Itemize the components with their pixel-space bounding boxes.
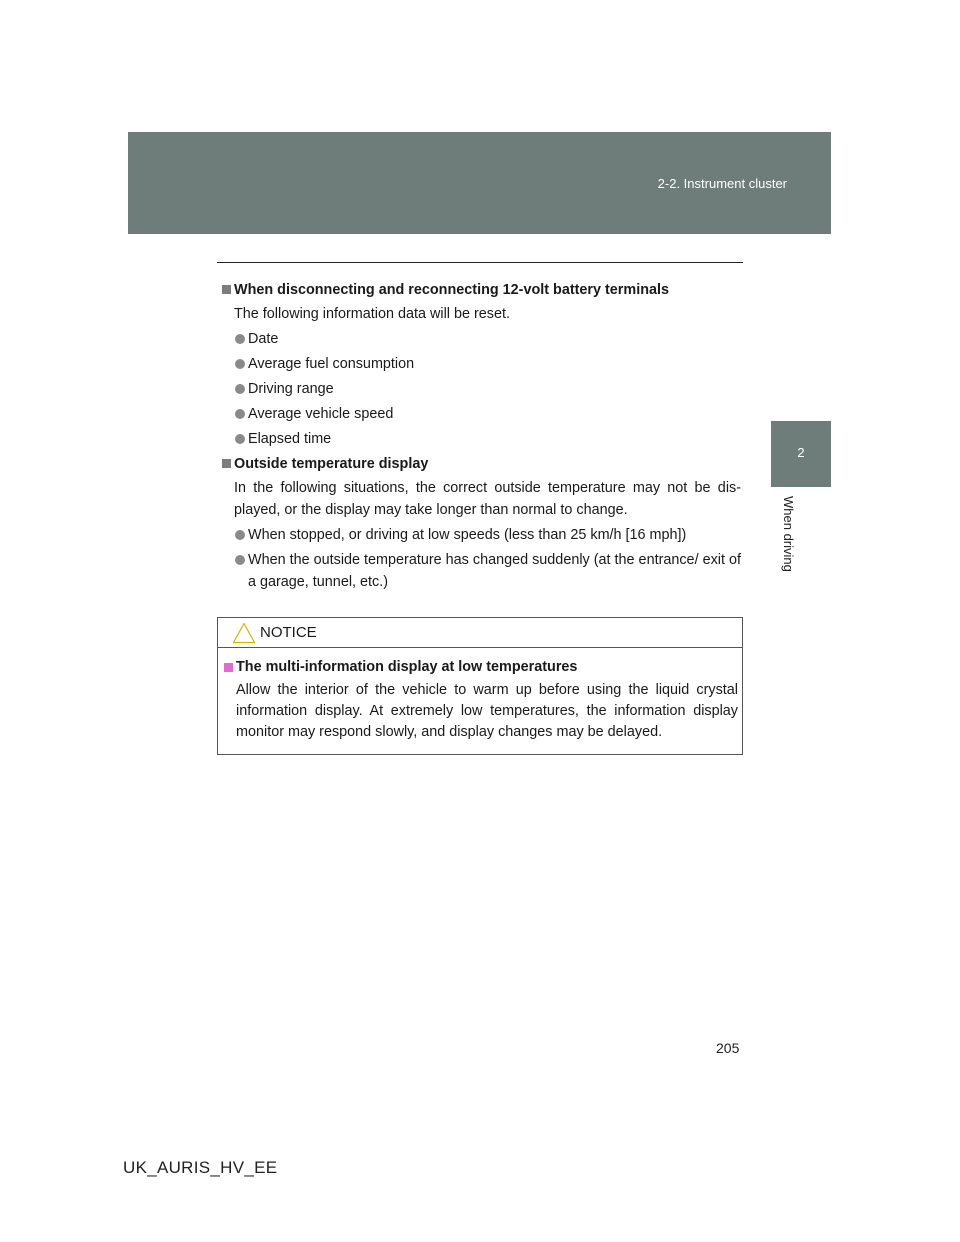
round-bullet-icon <box>235 334 245 344</box>
list-item-text: When the outside temperature has changed suddenly (at the entrance/ exit of a garage, tunnel, etc.) <box>248 552 741 590</box>
chapter-label: When driving <box>781 496 796 572</box>
notice-box <box>217 617 743 755</box>
warning-triangle-icon <box>232 622 256 644</box>
notice-paragraph: Allow the interior of the vehicle to warm up before using the liquid crystal information display. At extremely low temperatures, the information display monitor may respond slowly, and display changes may be delayed. <box>236 682 738 740</box>
round-bullet-icon <box>235 555 245 565</box>
section-paragraph: The following information data will be reset. <box>234 306 510 322</box>
list-item-text: When stopped, or driving at low speeds (less than 25 km/h [16 mph]) <box>248 527 687 543</box>
list-item <box>220 328 741 350</box>
list-item-text: Elapsed time <box>248 431 332 447</box>
section-heading <box>220 453 741 475</box>
chapter-label-container <box>781 496 801 586</box>
top-divider <box>217 262 743 263</box>
list-item <box>220 549 741 593</box>
section-paragraph: In the following situations, the correct outside temperature may not be dis-played, or the display may take longer than normal to change. <box>234 480 741 518</box>
list-item-text: Date <box>248 331 279 347</box>
chapter-tab <box>771 421 831 487</box>
round-bullet-icon <box>235 359 245 369</box>
list-item <box>220 524 741 546</box>
list-item <box>220 428 741 450</box>
round-bullet-icon <box>235 434 245 444</box>
list-item-text: Driving range <box>248 381 334 397</box>
section-title: 2-2. Instrument cluster <box>657 176 787 191</box>
round-bullet-icon <box>235 384 245 394</box>
document-code: UK_AURIS_HV_EE <box>123 1158 278 1177</box>
section-heading <box>220 279 741 301</box>
square-bullet-icon <box>224 663 233 672</box>
list-item-text: Average fuel consumption <box>248 356 415 372</box>
header-band <box>128 132 831 234</box>
section-heading-text: Outside temperature display <box>234 456 429 472</box>
round-bullet-icon <box>235 409 245 419</box>
round-bullet-icon <box>235 530 245 540</box>
notice-heading <box>222 657 738 678</box>
list-item <box>220 378 741 400</box>
page-number: 205 <box>716 1040 740 1056</box>
notice-body <box>222 657 738 746</box>
list-item <box>220 403 741 425</box>
main-content <box>220 279 741 596</box>
chapter-number: 2 <box>797 445 805 460</box>
square-bullet-icon <box>222 285 231 294</box>
list-item-text: Average vehicle speed <box>248 406 394 422</box>
square-bullet-icon <box>222 459 231 468</box>
notice-header <box>218 618 742 648</box>
notice-title: NOTICE <box>260 624 317 641</box>
list-item <box>220 353 741 375</box>
section-heading-text: When disconnecting and reconnecting 12-volt battery terminals <box>234 282 669 298</box>
notice-heading-text: The multi-information display at low temperatures <box>236 659 578 675</box>
